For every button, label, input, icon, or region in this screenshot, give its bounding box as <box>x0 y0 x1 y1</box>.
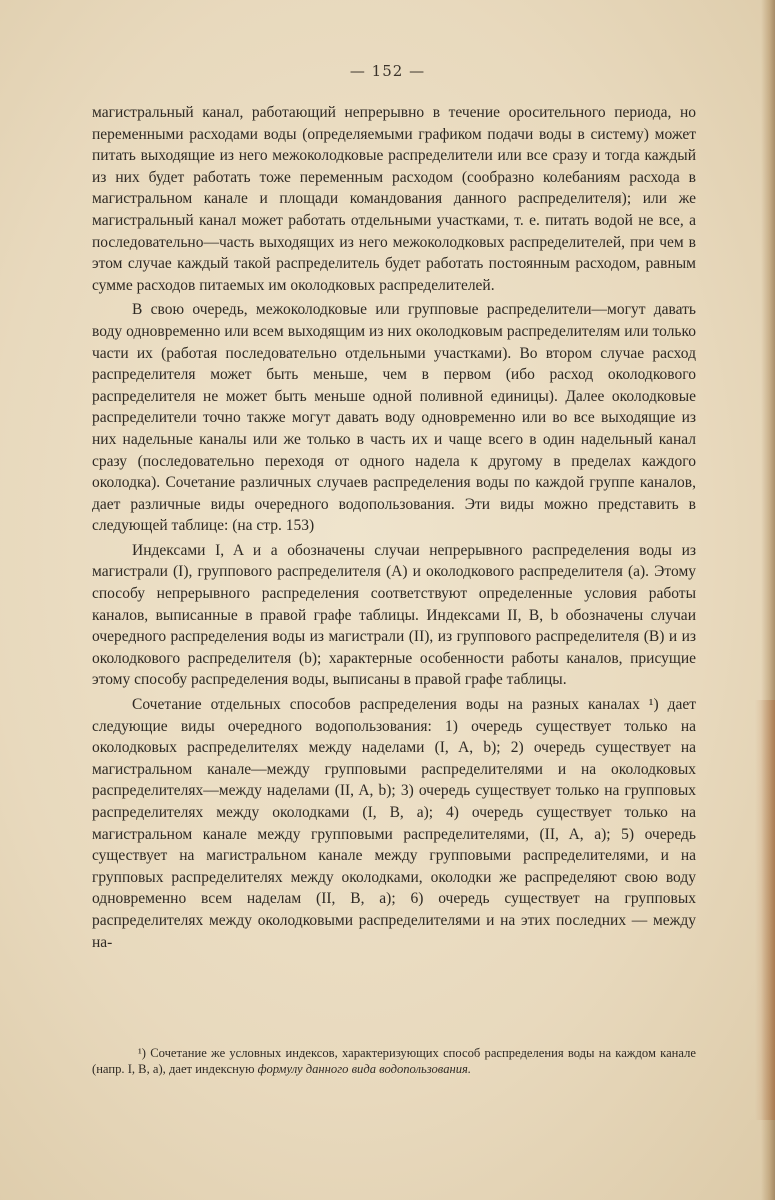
page-edge-stain <box>755 700 775 1120</box>
footnote-italic-text: формулу данного вида водопользования. <box>257 1062 472 1076</box>
paragraph-3: Индексами I, A и a обозначены случаи непрерывного распределения воды из магистрали (I), группового распределителя (A) и околодкового распределителя (a). Этому способу непрерывного распределения соответствуют определенные условия работы каналов, выписанные в правой графе таблицы. Индексами II, B, b обозначены случаи очередного распределения воды из магистрали (II), из группового распределителя (B) и из околодкового распределителя (b); характерные особенности работы каналов, присущие этому способу распределения воды, выписаны в правой графе таблицы. <box>92 541 696 689</box>
paragraph-2: В свою очередь, межоколодковые или групповые распределители—могут давать воду одновременно или всем выходящим из них околодковым распределителям или только части их (работая последовательно отдельными участками). Во втором случае расход распределителя может быть меньше, чем в первом (ибо расход околодкового распределителя не может быть меньше одной поливной единицы). Далее околодковые распределители точно также могут давать воду одновременно или во все выходящие из них надельные каналы или же только в часть их и чаще всего в один надельный канал сразу (последовательно переходя от одного надела к другому в пределах каждого околодка). Сочетание различных случаев распределения воды по каждой группе каналов, дает различные виды очередного водопользования. Эти виды можно представить в следующей таблице: (на стр. 153) <box>92 301 696 535</box>
page-number: — 152 — <box>349 62 426 80</box>
paragraph-1: магистральный канал, работающий непрерывно в течение оросительного периода, но переменными расходами воды (определяемыми графиком подачи воды в систему) может питать выходящие из него межоколодковые распределители или все сразу и тогда каждый из них будет работать тоже переменным расходом (сообразно колебаниям расхода в магистральном канале и площади командования данного распределителя); или же магистральный канал может работать отдельными участками, т. е. питать водой не все, а последовательно—часть выходящих из него межоколодковых распределителей, при чем в этом случае каждый такой распределитель будет работать постоянным расходом, равным сумме расходов питаемых им околодковых распределителей. <box>92 104 696 294</box>
footnote-text: ¹) Сочетание же условных индексов, характеризующих способ распределения воды на каждом канале (напр. I, B, a), дает индексную <box>92 1046 696 1076</box>
body-text <box>92 102 696 953</box>
footnote <box>92 1045 696 1077</box>
paragraph-4: Сочетание отдельных способов распределения воды на разных каналах ¹) дает следующие виды очередного водопользования: 1) очередь существует только на околодковых распределителях между наделами (I, A, b); 2) очередь существует на магистральном канале—между групповыми распределителями и на околодковых распределителях—между наделами (II, A, b); 3) очередь существует только на групповых распределителях между околодками (I, B, a); 4) очередь существует только на магистральном канале между групповыми распределителями, (II, A, a); 5) очередь существует на магистральном канале между групповыми распределителями, и на групповых распределителях между околодками, околодки же распределяют свою воду одновременно всем наделам (II, B, a); 6) очередь существует на групповых распределителях между околодковыми распределителями и на этих последних — между на- <box>92 696 696 951</box>
